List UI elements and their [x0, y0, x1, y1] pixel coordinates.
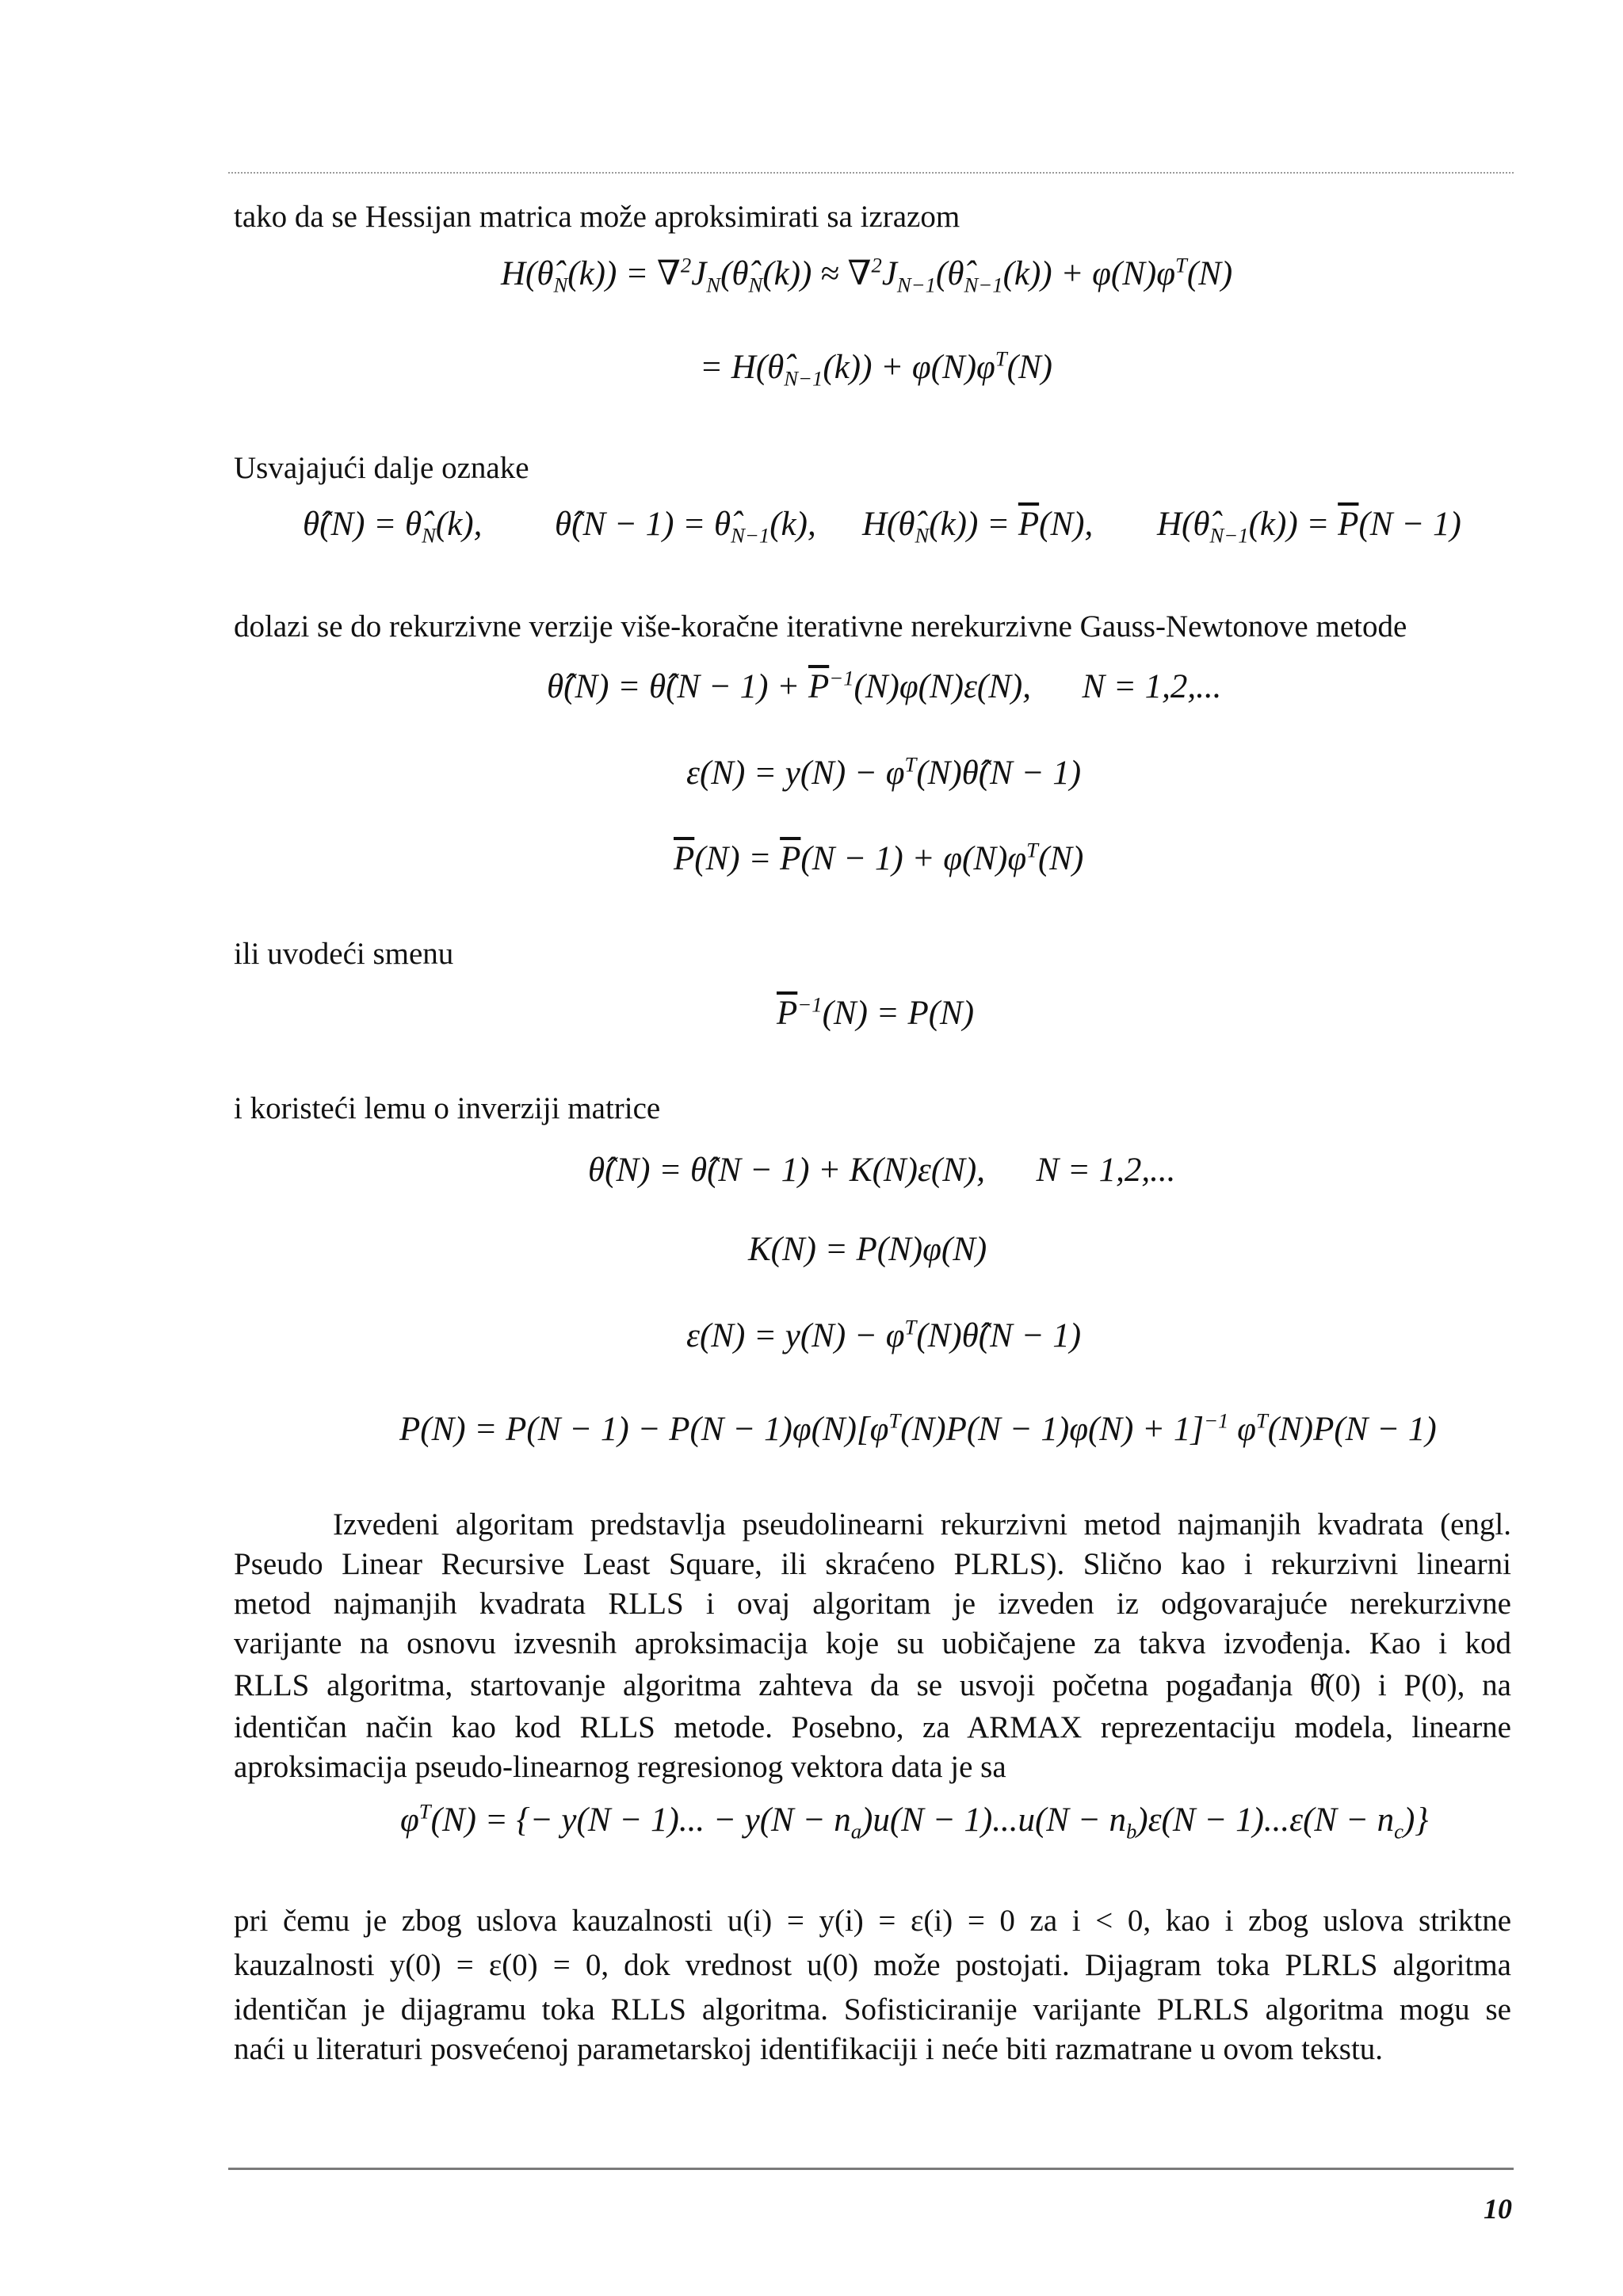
- page-number: 10: [1484, 2193, 1512, 2225]
- equation-hessian-line1: [501, 255, 1232, 296]
- paragraph-causality-line-3: identičan je dijagramu toka RLLS algoritma. Sofisticiranije varijante PLRLS algoritma mogu se: [234, 1992, 1511, 2027]
- equation-gn-pbar: [674, 840, 1083, 876]
- equation-text: K(N) = P(N)φ(N): [748, 1231, 987, 1268]
- paragraph-plrls-line-4: varijante na osnovu izvesnih aproksimacija koje su uobičajene za takva izvođenja. Kao i kod: [234, 1626, 1511, 1660]
- paragraph-inversion-lemma-intro: i koristeći lemu o inverziji matrice: [234, 1091, 661, 1125]
- equation-notation-4: [1157, 507, 1461, 546]
- paragraph-plrls-line-7: aproksimacija pseudo-linearnog regresionog vektora data je sa: [234, 1750, 1006, 1784]
- equation-text: $\varepsilon(N) = y(N) - \varphi^T(N)\thetâ(N - 1)$: [686, 1316, 1082, 1355]
- equation-text: $\overline{P}(N) = \overline{P}(N - 1) + \varphi(N)\varphi^T(N)$: [674, 839, 1084, 878]
- equation-text: = $H(\thetâ_{N-1}(k)) + \varphi(N)\varphi^T(N)$: [700, 347, 1052, 391]
- equation-notation-1: [303, 507, 482, 546]
- equation-text: $\varepsilon(N) = y(N) - \varphi^T(N)\thetâ(N - 1)$: [686, 753, 1082, 793]
- paragraph-plrls-line-5: RLLS algoritma, startovanje algoritma zahteva da se usvoji početna pogađanja θ̂(0) i P(0), na: [234, 1668, 1511, 1702]
- header-rule: [228, 172, 1514, 174]
- equation-notation-3: [862, 507, 1093, 546]
- equation-armax-regressor: [400, 1801, 1428, 1843]
- paragraph-notation-intro: Usvajajući dalje oznake: [234, 451, 529, 485]
- footer-rule: [228, 2168, 1514, 2170]
- equation-text: $P(N) = P(N - 1) - P(N - 1)\varphi(N)[\varphi^T(N)P(N - 1)\varphi(N) + 1]^{-1}$ $\varphi^T(N)P(N - 1)$: [399, 1409, 1437, 1449]
- paragraph-causality-line-4: naći u literaturi posvećenoj parametarskoj identifikaciji i neće biti razmatrane u ovom tekstu.: [234, 2032, 1384, 2066]
- equation-text: $H(\thetâ_{N-1}(k)) = \overline{P}(N - 1)$: [1157, 506, 1461, 548]
- paragraph-plrls-line-2: Pseudo Linear Recursive Least Square, ili skraćeno PLRLS). Slično kao i rekurzivni linearni: [234, 1547, 1511, 1581]
- equation-plrls-error: [686, 1317, 1081, 1353]
- equation-substitution: [777, 993, 975, 1033]
- equation-gn-update: [547, 668, 1221, 704]
- paragraph-substitution-intro: ili uvodeći smenu: [234, 937, 454, 971]
- equation-text: θ̂(N) = θ̂(N − $1) + \overline{P}^{-1}(N)\varphi(N)\varepsilon(N)$, N = 1,2,...: [547, 667, 1222, 706]
- equation-text: $\varphi^T(N)$ = {− y(N − 1)... − $y(N - n_a)u(N - 1)...u(N - n_b)\varepsilon(N - 1)...\varepsilon(N - n_c)$}: [400, 1800, 1429, 1843]
- equation-plrls-update: [588, 1153, 1175, 1187]
- equation-text: $H(\thetâ_N(k)) = \overline{P}(N)$,: [862, 506, 1094, 548]
- equation-notation-2: [555, 507, 816, 546]
- paragraph-causality-line-1: pri čemu je zbog uslova kauzalnosti u(i) = y(i) = ε(i) = 0 za i < 0, kao i zbog uslova striktne: [234, 1904, 1511, 1938]
- equation-hessian-line2: [700, 349, 1052, 390]
- equation-text: $\overline{P}^{-1}(N) = P(N)$: [777, 993, 975, 1033]
- paragraph-gauss-newton-intro: dolazi se do rekurzivne verzije više-koračne iterativne nerekurzivne Gauss-Newtonove metode: [234, 609, 1407, 644]
- paragraph-plrls-line-6: identičan način kao kod RLLS metode. Posebno, za ARMAX reprezentaciju modela, linearne: [234, 1710, 1511, 1744]
- paragraph-plrls-line-1: Izvedeni algoritam predstavlja pseudolinearni rekurzivni metod najmanjih kvadrata (engl.: [333, 1507, 1511, 1541]
- equation-text: $H(\thetâ_N(k))$ = $\nabla^2J_N(\thetâ_N(k))$ ≈ $\nabla^2J_{N-1}(\thetâ_{N-1}(k)) + \varphi(N)\varphi^T(N)$: [501, 254, 1233, 297]
- paragraph-hessian-intro: tako da se Hessijan matrica može aproksimirati sa izrazom: [234, 200, 960, 234]
- paragraph-causality-line-2: kauzalnosti y(0) = ε(0) = 0, dok vrednost u(0) može postojati. Dijagram toka PLRLS algoritma: [234, 1948, 1511, 1982]
- equation-text: θ̂(N) = $\thetâ_N(k)$,: [303, 506, 483, 548]
- paragraph-plrls-line-3: metod najmanjih kvadrata RLLS i ovaj algoritam je izveden iz odgovarajuće nerekurzivne: [234, 1587, 1511, 1621]
- equation-text: θ̂(N) = θ̂(N − 1) + K(N)ε(N), N = 1,2,...: [588, 1152, 1176, 1189]
- equation-plrls-gain: [748, 1232, 987, 1266]
- equation-gn-error: [686, 753, 1082, 793]
- equation-text: θ̂(N − $1) = \thetâ_{N-1}(k)$,: [555, 506, 816, 548]
- equation-plrls-covariance: [399, 1409, 1437, 1449]
